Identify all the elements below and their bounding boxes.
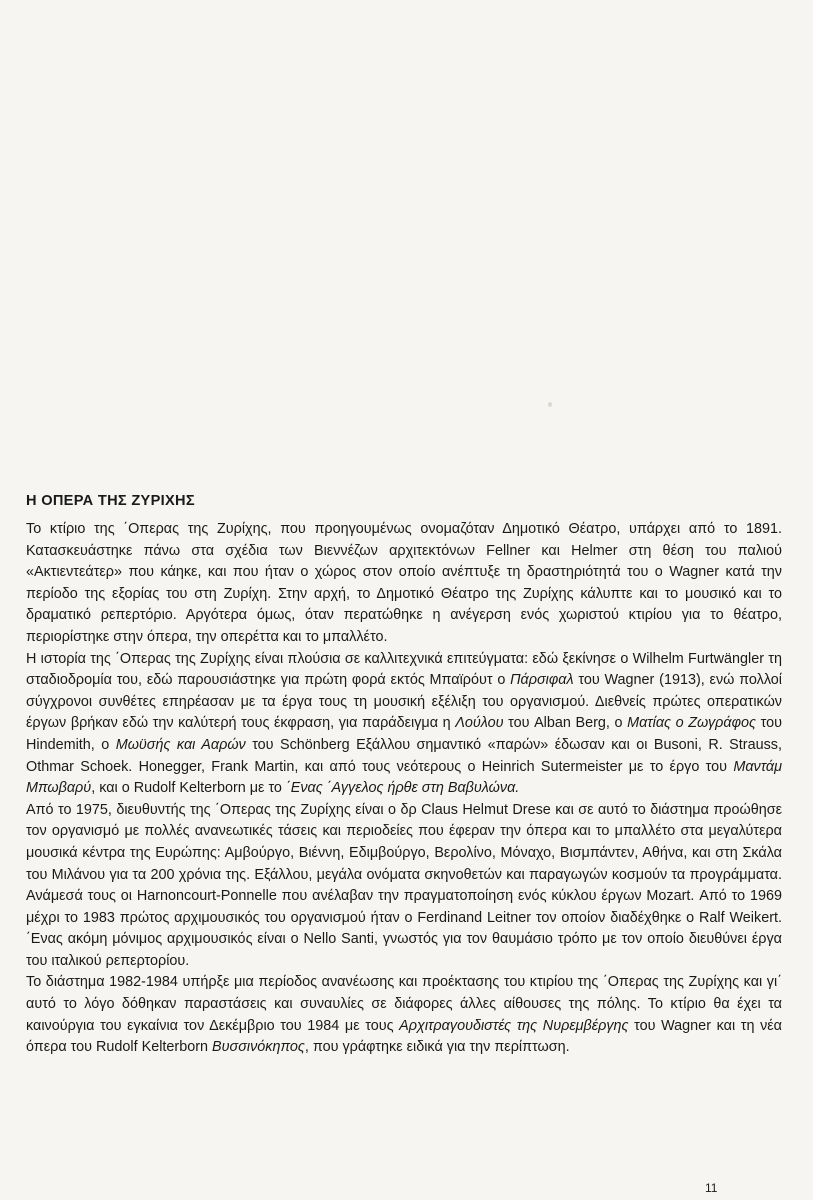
work-title-mathis: Ματίας ο Ζωγράφος [627,715,757,732]
paragraph-artistic-achievements: Η ιστορία της ΄Οπερας της Ζυρίχης είναι πλούσια σε καλλιτεχνικά επιτεύγματα: εδώ ξεκίνησε ο Wilhelm Furtwängler τη σταδιοδρομία του, εδώ παρουσιάστηκε για πρώτη φορά εκτός Μπαϊρόυτ ο Πάρσιφαλ του Wagner (1913), ενώ πολλοί σύγχρονοι συνθέτες επηρέασαν με τα έργα τους τη μουσική εξέλιξη του οργανισμού. Διεθνείς πρώτες οπερατικών έργων βρήκαν εδώ την καλύτερή τους έκφραση, για παράδειγμα η Λούλου του Alban Berg, ο Ματίας ο Ζωγράφος του Hindemith, ο Μωϋσής και Ααρών του Schönberg Εξάλλου σημαντικό «παρών» έδωσαν και οι Busoni, R. Strauss, Othmar Schoek. Honegger, Frank Martin, και από τους νεότερους ο Heinrich Sutermeister με το έργο του Μαντάμ Μπωβαρύ, και ο Rudolf Kelterborn με το ΄Ενας ΄Αγγελος ήρθε στη Βαβυλώνα. [26,650,782,797]
work-title-parsifal: Πάρσιφαλ [510,672,574,689]
paragraph-building-history: Το κτίριο της ΄Οπερας της Ζυρίχης, που προηγουμένως ονομαζόταν Δημοτικό Θέατρο, υπάρχει από το 1891. Κατασκευάστηκε πάνω στα σχέδια των Βιεννέζων αρχιτεκτόνων Fellner και Helmer στη θέση του παλιού «Ακτιεντεάτερ» που κάηκε, και που ήταν ο χώρος στον οποίο ανέπτυξε τη δραστηριότητά του ο Wagner κατά την περίοδο της εξορίας του στη Ζυρίχη. Στην αρχή, το Δημοτικό Θέατρο της Ζυρίχης κάλυπτε και το μουσικό και το δραματικό ρεπερτόριο. Αργότερα όμως, όταν περατώθηκε η ανέγερση ενός χωριστού κτιρίου για το θέατρο, περιορίστηκε στην όπερα, την οπερέττα και το μπαλλέτο. [26,521,782,645]
article [26,492,782,1059]
paragraph-renovation: Το διάστημα 1982-1984 υπήρξε μια περίοδος ανανέωσης και προέκτασης του κτιρίου της ΄Οπερας της Ζυρίχης και γι΄ αυτό το λόγο δόθηκαν παραστάσεις και συναυλίες σε διάφορες άλλες αίθουσες της πόλης. Το κτίριο θα έχει τα καινούργια του εγκαίνια τον Δεκέμβριο του 1984 με τους Αρχιτραγουδιστές της Νυρεμβέργης του Wagner και τη νέα όπερα του Rudolf Kelterborn Βυσσινόκηπος, που γράφτηκε ειδικά για την περίπτωση. [26,974,782,1056]
work-title-angel-babylon: ΄Ενας ΄Αγγελος ήρθε στη Βαβυλώνα. [285,780,520,797]
article-heading: Η ΟΠΕΡΑ ΤΗΣ ΖΥΡΙΧΗΣ [26,493,195,509]
work-title-cherry-orchard: Βυσσινόκηπος [212,1039,305,1056]
work-title-meistersinger: Αρχιτραγουδιστές της Νυρεμβέργης [399,1017,629,1034]
page-number: 11 [705,1181,718,1195]
paper-speck [548,402,552,407]
work-title-lulu: Λούλου [455,715,504,732]
work-title-moses-aron: Μωϋσής και Ααρών [115,736,246,753]
paragraph-direction: Από το 1975, διευθυντής της ΄Οπερας της Ζυρίχης είναι ο δρ Claus Helmut Drese και σε αυτό το διάστημα προώθησε τον οργανισμό με πολλές ανανεωτικές τάσεις και περιοδείες που έφεραν την όπερα και το μπαλλέτο στα μεγαλύτερα μουσικά κέντρα της Ευρώπης: Αμβούργο, Βιέννη, Εδιμβούργο, Βερολίνο, Μόναχο, Βισμπάντεν, Αθήνα, και στη Σκάλα του Μιλάνου για τα 200 χρόνια της. Εξάλλου, μεγάλα ονόματα σκηνοθετών και παραγωγών κοσμούν τα προγράμματα. Ανάμεσά τους οι Harnoncourt-Ponnelle που ανέλαβαν την πραγματοποίηση ενός κύκλου έργων Mozart. Από το 1969 μέχρι το 1983 πρώτος αρχιμουσικός του οργανισμού ήταν ο Ferdinand Leitner τον οποίον διαδέχθηκε ο Ralf Weikert. ΄Ενας ακόμη μόνιμος αρχιμουσικός είναι ο Nello Santi, γνωστός για τον θαυμάσιο τρόπο με τον οποίο διευθύνει έργα του ιταλικού ρεπερτορίου. [26,801,782,969]
work-title-madame-bovary: Μαντάμ Μπωβαρύ [26,758,782,797]
